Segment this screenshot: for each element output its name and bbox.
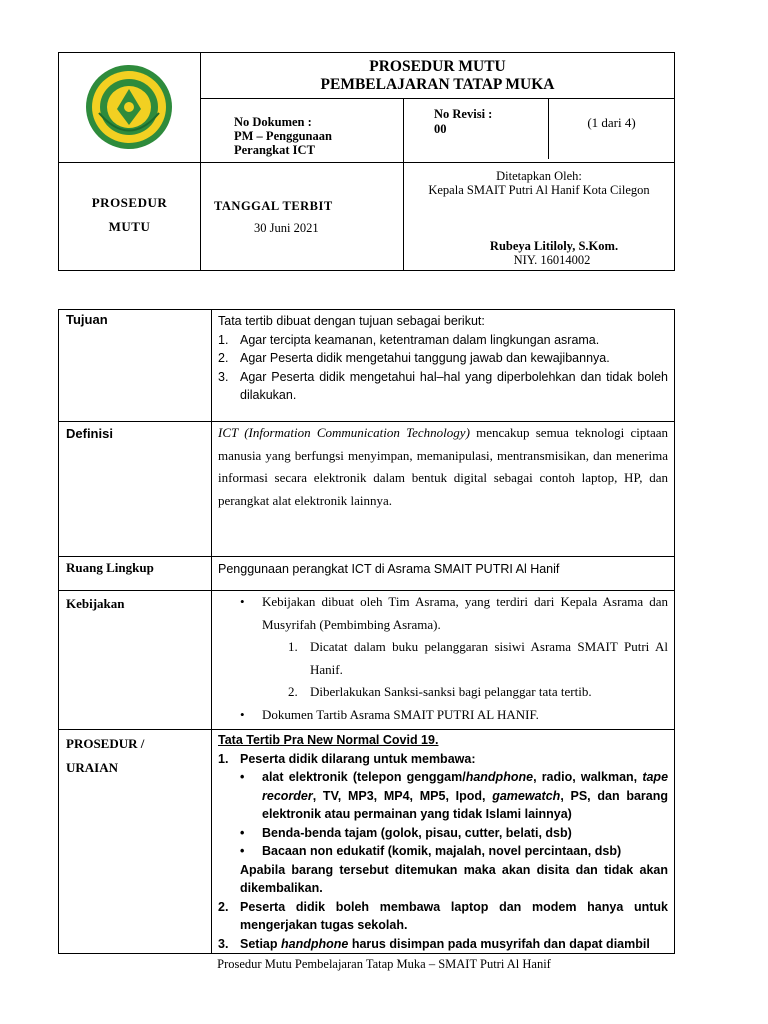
revision-value: 00: [434, 122, 447, 137]
prosedur-item-text: Peserta didik dilarang untuk membawa:: [240, 751, 476, 766]
set-by-org: Kepala SMAIT Putri Al Hanif Kota Cilegon: [428, 183, 650, 197]
left-label-line2: MUTU: [108, 219, 151, 234]
page-footer: Prosedur Mutu Pembelajaran Tatap Muka – SMAIT Putri Al Hanif: [217, 957, 551, 971]
prosedur-bullet-text: Benda-benda tajam (golok, pisau, cutter, belati, dsb): [262, 825, 572, 840]
revision-box: [404, 99, 549, 159]
page-info: (1 dari 4): [587, 115, 636, 131]
tujuan-item-text: Agar tercipta keamanan, ketentraman dalam lingkungan asrama.: [240, 332, 600, 347]
doc-number-cell: [201, 99, 404, 163]
issue-date-value: 30 Juni 2021: [254, 221, 319, 235]
procedure-content-table: [58, 309, 675, 954]
tujuan-item-3: [218, 368, 668, 405]
row-kebijakan: [59, 591, 675, 730]
row-definisi: [59, 422, 675, 557]
tujuan-item-number: 1.: [218, 332, 229, 347]
kebijakan-sub-text: Dicatat dalam buku pelanggaran sisiwi Asrama SMAIT Putri Al Hanif.: [310, 639, 668, 677]
prosedur-bullet-3: [218, 842, 668, 861]
doc-number-label: No Dokumen :: [234, 115, 312, 130]
signatory-id: NIY. 16014002: [513, 253, 591, 267]
kebijakan-content: [212, 591, 675, 730]
doc-title-line1: PROSEDUR MUTU: [369, 57, 506, 75]
prosedur-item-text: [240, 935, 668, 954]
row-tujuan: [59, 310, 675, 422]
bullet-icon: •: [240, 844, 245, 858]
tujuan-content: [212, 310, 675, 422]
prosedur-item-2: [218, 898, 668, 935]
kebijakan-bullet-1: [218, 591, 668, 636]
bullet-icon: •: [240, 594, 245, 609]
tujuan-item-2: [218, 349, 668, 368]
prosedur-bullet-2: [218, 824, 668, 843]
doc-number-value-2: Perangkat ICT: [234, 143, 315, 158]
kebijakan-sub-text: Diberlakukan Sanksi-sanksi bagi pelanggar tata tertib.: [310, 684, 592, 699]
logo-cell: [59, 53, 201, 163]
label-tujuan: Tujuan: [59, 310, 212, 422]
bullet-text-italic: handphone: [465, 770, 534, 784]
doc-title-line2: PEMBELAJARAN TATAP MUKA: [320, 75, 555, 93]
item-text-part: Setiap: [240, 936, 281, 951]
tujuan-item-text: Agar Peserta didik mengetahui tanggung jawab dan kewajibannya.: [240, 351, 610, 365]
revision-cell: [404, 99, 675, 163]
item-text-italic: handphone: [281, 936, 349, 951]
item-number: 3.: [218, 936, 229, 951]
bullet-text-part: , TV, MP3, MP4, MP5, Ipod,: [312, 788, 493, 803]
tujuan-item-number: 2.: [218, 351, 229, 365]
prosedur-heading: Tata Tertib Pra New Normal Covid 19.: [218, 733, 439, 747]
item-number: 1.: [218, 751, 229, 766]
ruang-lingkup-text: Penggunaan perangkat ICT di Asrama SMAIT PUTRI Al Hanif: [212, 557, 675, 591]
signatory-name: Rubeya Litiloly, S.Kom.: [489, 239, 619, 253]
document-header-table: [58, 52, 675, 271]
definisi-content: [212, 422, 675, 557]
doc-number-value-1: PM – Penggunaan: [234, 129, 332, 144]
prosedur-label-line2: URAIAN: [66, 760, 118, 775]
kebijakan-bullet-2: [218, 704, 668, 727]
set-by-label: Ditetapkan Oleh:: [496, 169, 582, 183]
bullet-text-part: alat elektronik (telepon genggam/: [262, 770, 466, 784]
prosedur-item-text: Peserta didik boleh membawa laptop dan modem hanya untuk mengerjakan tugas sekolah.: [240, 899, 668, 932]
revision-label: No Revisi :: [434, 107, 493, 122]
prosedur-label-line1: PROSEDUR /: [66, 736, 145, 751]
kebijakan-sub-1: [218, 636, 668, 681]
school-logo-icon: [59, 53, 200, 157]
prosedur-bullet-text: [262, 768, 668, 824]
bullet-text-italic: gamewatch: [492, 788, 561, 803]
sub-number: 2.: [288, 684, 298, 699]
issue-date-label: TANGGAL TERBIT: [214, 199, 333, 213]
prosedur-item-3: [218, 935, 668, 954]
kebijakan-bullet-text: Kebijakan dibuat oleh Tim Asrama, yang terdiri dari Kepala Asrama dan Musyrifah (Pembimbing Asrama).: [262, 594, 668, 632]
kebijakan-sub-2: [218, 681, 668, 704]
left-label-line1: PROSEDUR: [91, 195, 168, 210]
approval-cell: [404, 163, 675, 271]
definisi-term: ICT (Information Communication Technology): [218, 425, 470, 440]
kebijakan-bullet-text: Dokumen Tartib Asrama SMAIT PUTRI AL HANIF.: [262, 706, 539, 722]
bullet-text-italic: tape recorder: [262, 770, 669, 803]
tujuan-item-1: [218, 331, 668, 350]
sub-number: 1.: [288, 639, 298, 654]
bullet-text-part: , radio, walkman,: [533, 770, 643, 784]
bullet-text-part: , PS, dan barang elektronik atau permainan yang tidak Islami lainnya): [262, 788, 668, 821]
issue-date-cell: [201, 163, 404, 271]
tujuan-item-number: 3.: [218, 369, 229, 384]
prosedur-item-1: [218, 750, 668, 769]
tujuan-item-text: Agar Peserta didik mengetahui hal–hal yang diperbolehkan dan tidak boleh dilakukan.: [240, 369, 668, 402]
label-kebijakan: Kebijakan: [59, 591, 212, 730]
prosedur-bullet-text: Bacaan non edukatif (komik, majalah, novel percintaan, dsb): [262, 844, 622, 858]
row-ruang-lingkup: [59, 557, 675, 591]
title-cell: [201, 53, 675, 99]
label-definisi: Definisi: [59, 422, 212, 557]
tujuan-intro: Tata tertib dibuat dengan tujuan sebagai berikut:: [218, 314, 485, 328]
item-number: 2.: [218, 899, 229, 914]
label-ruang-lingkup: Ruang Lingkup: [59, 557, 212, 591]
bullet-icon: •: [240, 706, 245, 722]
prosedur-note: Apabila barang tersebut ditemukan maka akan disita dan tidak akan dikembalikan.: [240, 862, 668, 895]
left-label-cell: [59, 163, 201, 271]
definisi-text: mencakup semua teknologi ciptaan manusia yang berfungsi menyimpan, memanipulasi, mentransmisikan, dan menerima informasi secara elektronik dalam bentuk digital sebagai contoh laptop, HP, dan perangkat alat elektronik lainnya.: [218, 425, 668, 508]
bullet-icon: •: [240, 770, 245, 784]
prosedur-bullet-1: [218, 768, 668, 824]
bullet-icon: •: [240, 825, 245, 840]
row-prosedur: [59, 730, 675, 954]
prosedur-content: [212, 730, 675, 954]
item-text-part: harus disimpan pada musyrifah dan dapat diambil: [348, 936, 650, 951]
label-prosedur: [59, 730, 212, 954]
